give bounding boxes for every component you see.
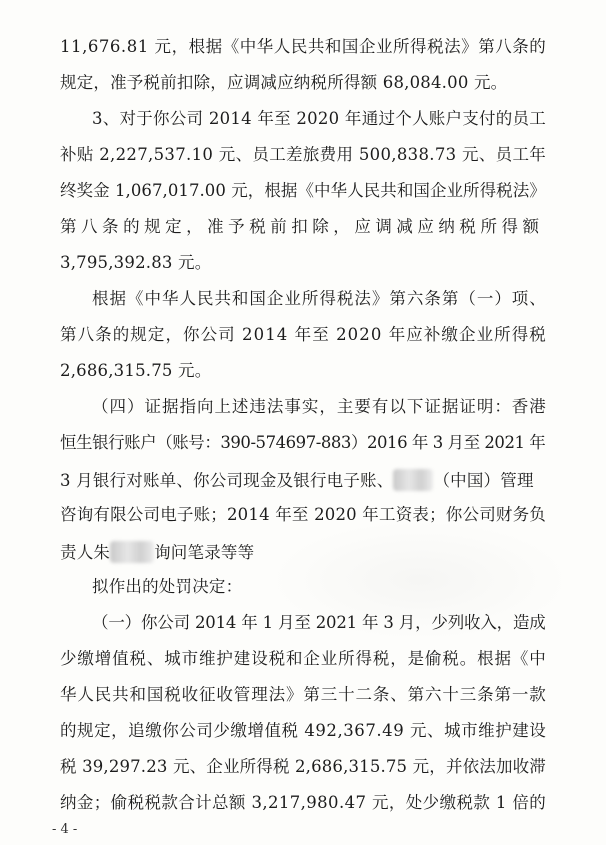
text-line xyxy=(60,541,254,563)
text-line: 11,676.81 元，根据《中华人民共和国企业所得税法》第八条的 xyxy=(60,37,547,56)
text-line: 补贴 2,227,537.10 元、员工差旅费用 500,838.73 元、员工年 xyxy=(60,145,547,164)
text-line: 第八条的规定，准予税前扣除，应调减应纳税所得额 xyxy=(60,217,544,236)
text-line: 恒生银行账户（账号：390-574697-883）2016 年 3 月至 2021 年 xyxy=(60,433,546,452)
text-line: 3、对于你公司 2014 年至 2020 年通过个人账户支付的员工 xyxy=(92,109,547,128)
text-line: 纳金；偷税税款合计总额 3,217,980.47 元，处少缴税款 1 倍的 xyxy=(60,793,547,812)
text-line: 根据《中华人民共和国企业所得税法》第六条第（一）项、 xyxy=(92,289,547,308)
text-line: 的规定，追缴你公司少缴增值税 492,367.49 元、城市维护建设 xyxy=(60,721,547,740)
text-line: 拟作出的处罚决定： xyxy=(92,577,243,596)
text-line: 第八条的规定，你公司 2014 年至 2020 年应补缴企业所得税 xyxy=(60,325,547,344)
redacted-person-name xyxy=(110,541,154,563)
text-line: 规定，准予税前扣除，应调减应纳税所得额 68,084.00 元。 xyxy=(60,73,508,92)
text-line: 少缴增值税、城市维护建设税和企业所得税，是偷税。根据《中 xyxy=(60,649,547,668)
text-line: 华人民共和国税收征收管理法》第三十二条、第六十三条第一款 xyxy=(60,685,547,704)
text-line: 税 39,297.23 元、企业所得税 2,686,315.75 元，并依法加收滞 xyxy=(60,757,546,776)
text-segment: 询问笔录等等 xyxy=(154,543,255,562)
text-segment: （中国）管理 xyxy=(433,471,534,490)
text-segment: 责人朱 xyxy=(60,543,111,562)
page-number: - 4 - xyxy=(52,822,78,837)
text-line: 2,686,315.75 元。 xyxy=(60,361,212,380)
text-line: 咨询有限公司电子账；2014 年至 2020 年工资表；你公司财务负 xyxy=(60,505,546,524)
text-line: 3,795,392.83 元。 xyxy=(60,253,212,272)
text-line: （一）你公司 2014 年 1 月至 2021 年 3 月，少列收入，造成 xyxy=(92,613,546,632)
text-segment: 3 月银行对账单、你公司现金及银行电子账、 xyxy=(60,471,394,490)
text-line: 终奖金 1,067,017.00 元，根据《中华人民共和国企业所得税法》 xyxy=(60,181,546,200)
redacted-company-name xyxy=(393,469,433,491)
text-line: （四）证据指向上述违法事实，主要有以下证据证明：香港 xyxy=(92,397,547,416)
text-line xyxy=(60,469,534,491)
